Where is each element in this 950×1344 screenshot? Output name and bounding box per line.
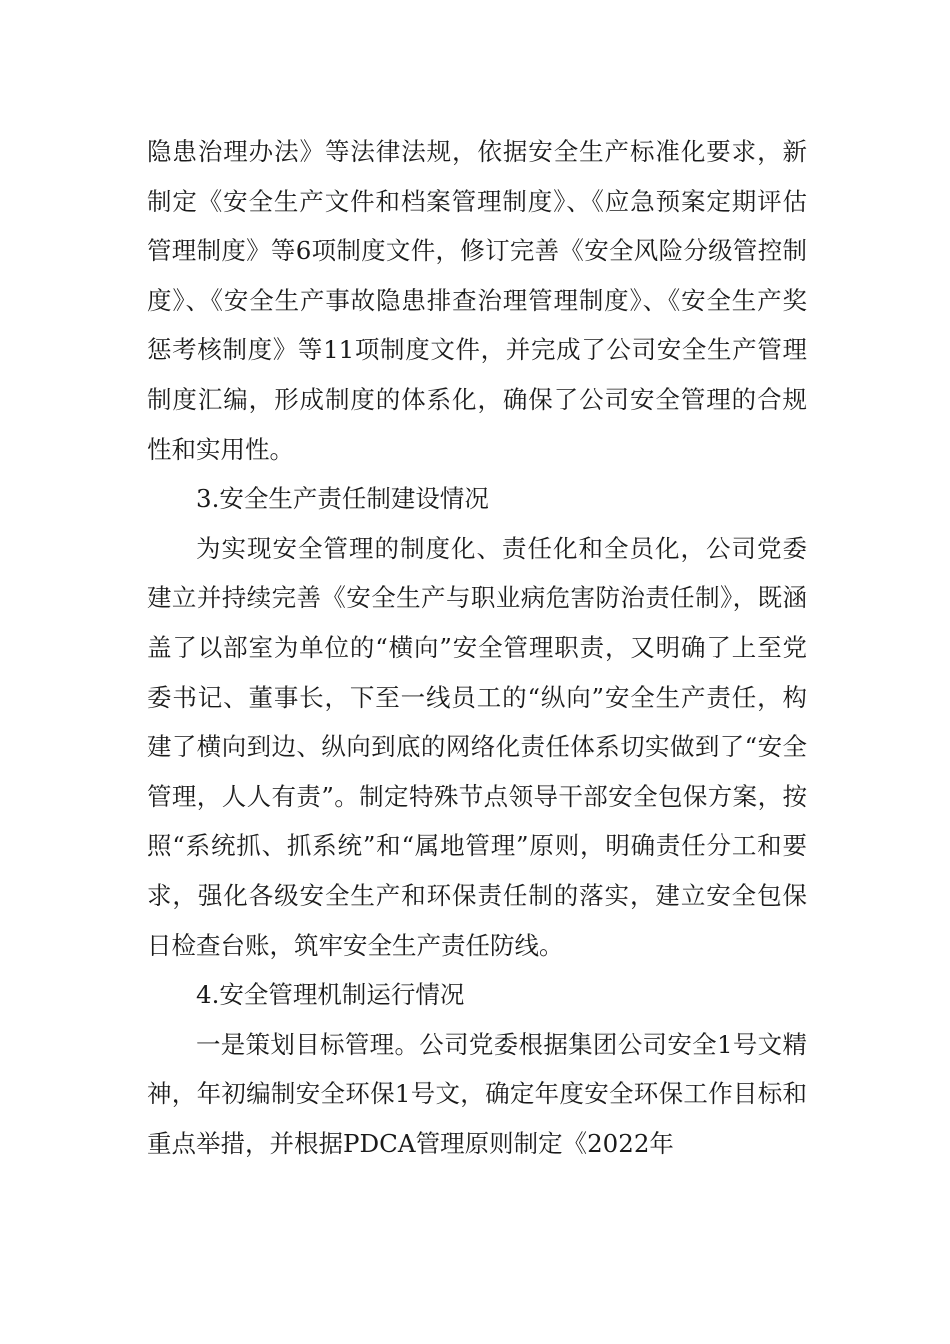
paragraph-responsibility-system: 为实现安全管理的制度化、责任化和全员化，公司党委建立并持续完善《安全生产与职业病危害防治责任制》，既涵盖了以部室为单位的“横向”安全管理职责，又明确了上至党委书记、董事长，下至一线员工的“纵向”安全生产责任，构建了横向到边、纵向到底的网络化责任体系切实做到了“安全管理，人人有责”。制定特殊节点领导干部安全包保方案，按照“系统抓、抓系统”和“属地管理”原则，明确责任分工和要求，强化各级安全生产和环保责任制的落实，建立安全包保日检查台账，筑牢安全生产责任防线。 <box>147 533 807 960</box>
section-heading-responsibility-system: 3.安全生产责任制建设情况 <box>196 484 489 514</box>
paragraph-target-management: 一是策划目标管理。公司党委根据集团公司安全1号文精神，年初编制安全环保1号文，确定年度安全环保工作目标和重点举措，并根据PDCA管理原则制定《2022年 <box>147 1029 807 1158</box>
document-body <box>147 127 807 1168</box>
section-heading-management-mechanism: 4.安全管理机制运行情况 <box>196 980 465 1010</box>
paragraph-regulations-continuation: 隐患治理办法》等法律法规，依据安全生产标准化要求，新制定《安全生产文件和档案管理制度》、《应急预案定期评估管理制度》等6项制度文件，修订完善《安全风险分级管控制度》、《安全生产事故隐患排查治理管理制度》、《安全生产奖惩考核制度》等11项制度文件，并完成了公司安全生产管理制度汇编，形成制度的体系化，确保了公司安全管理的合规性和实用性。 <box>147 137 807 464</box>
